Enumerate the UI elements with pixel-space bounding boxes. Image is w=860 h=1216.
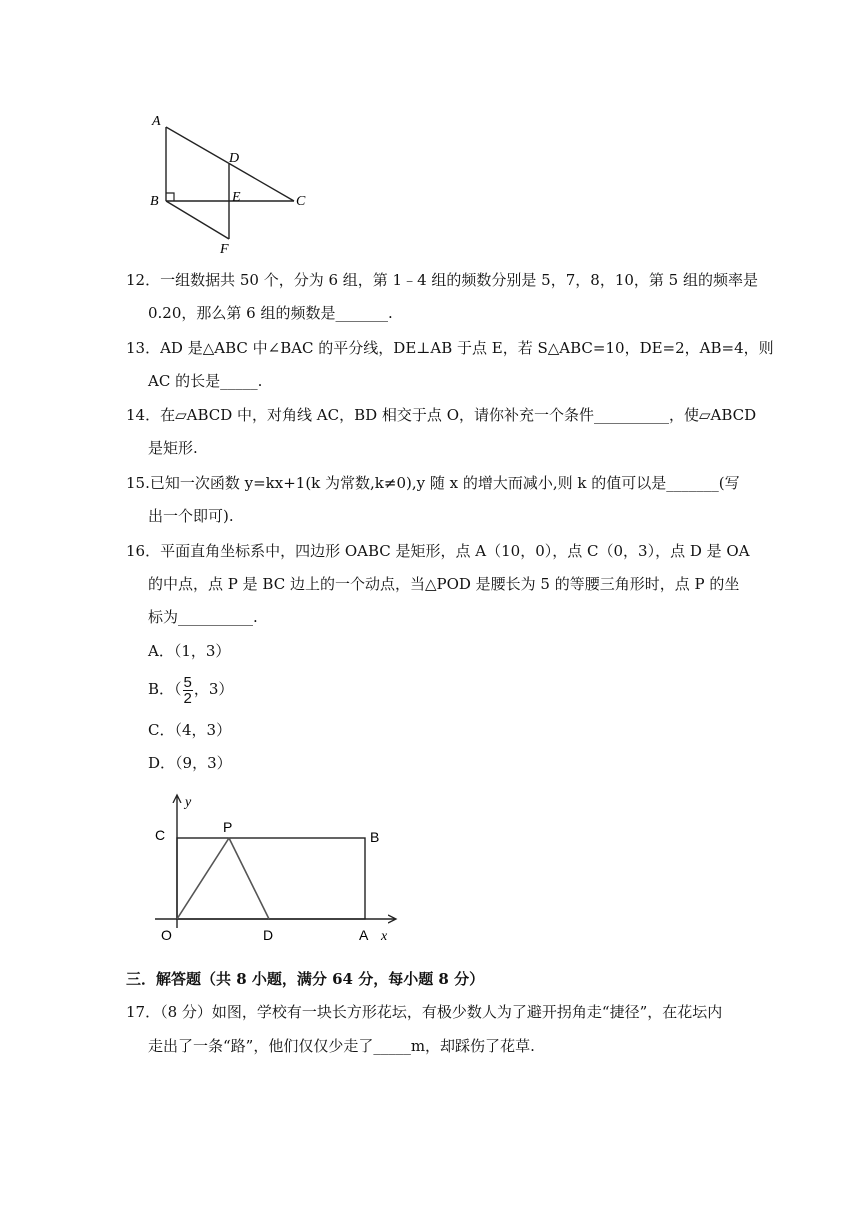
label-c: C xyxy=(296,194,306,209)
label-b: B xyxy=(370,829,380,845)
label-c: C xyxy=(155,827,166,843)
axis-label-y: y xyxy=(185,795,192,810)
segment-bf xyxy=(166,201,229,239)
q17-line2: 走出了一条“路”，他们仅仅少走了_____m，却踩伤了花草. xyxy=(148,1037,535,1055)
q14-line1: 14．在▱ABCD 中，对角线 AC，BD 相交于点 O，请你补充一个条件__________，使▱ABCD xyxy=(126,406,757,424)
q16-line3: 标为__________. xyxy=(148,608,258,626)
section-heading: 三．解答题（共 8 小题，满分 64 分，每小题 8 分） xyxy=(126,970,485,988)
figure-triangle xyxy=(140,105,320,255)
q13-line1: 13．AD 是△ABC 中∠BAC 的平分线，DE⊥AB 于点 E，若 S△ABC=10，DE=2，AB=4，则 xyxy=(126,339,774,357)
q16-option-d: D．（9，3） xyxy=(148,754,232,772)
q17-line1: 17．（8 分）如图，学校有一块长方形花坛，有极少数人为了避开拐角走“捷径”，在花坛内 xyxy=(126,1003,723,1021)
q15-line1: 15.已知一次函数 y=kx+1(k 为常数,k≠0),y 随 x 的增大而减小,则 k 的值可以是_______(写 xyxy=(126,474,740,492)
label-b: B xyxy=(150,194,159,209)
segment-pd xyxy=(229,838,269,919)
label-o: O xyxy=(161,927,172,943)
q13-line2: AC 的长是_____. xyxy=(148,372,263,390)
axis-label-x: x xyxy=(381,929,388,944)
segment-op xyxy=(177,838,229,919)
q14-line2: 是矩形. xyxy=(148,439,198,457)
label-a: A xyxy=(359,927,369,943)
right-angle-mark xyxy=(166,193,174,201)
figure-coordinate-rectangle xyxy=(145,788,405,948)
option-b-suffix: ，3） xyxy=(193,680,234,698)
option-b-prefix: B．（ xyxy=(148,680,182,698)
label-d: D xyxy=(229,151,240,166)
q16-option-a: A．（1，3） xyxy=(148,642,231,660)
label-d: D xyxy=(263,927,274,943)
q12-line2: 0.20，那么第 6 组的频数是_______. xyxy=(148,304,393,322)
fraction-numerator: 5 xyxy=(183,673,192,691)
label-f: F xyxy=(220,242,229,255)
label-e: E xyxy=(232,190,241,205)
q16-option-b xyxy=(148,673,233,706)
q16-line2: 的中点，点 P 是 BC 边上的一个动点，当△POD 是腰长为 5 的等腰三角形时，点 P 的坐 xyxy=(148,575,740,593)
label-p: P xyxy=(223,819,233,835)
fraction-denominator: 2 xyxy=(183,689,192,707)
q15-line2: 出一个即可). xyxy=(148,507,234,525)
q16-line1: 16．平面直角坐标系中，四边形 OABC 是矩形，点 A（10，0），点 C（0，3），点 D 是 OA xyxy=(126,542,750,560)
label-a: A xyxy=(152,114,161,129)
fraction-five-halves xyxy=(183,675,193,706)
q16-option-c: C．（4，3） xyxy=(148,721,232,739)
rectangle-oabc xyxy=(177,838,365,919)
q12-line1: 12．一组数据共 50 个，分为 6 组，第 1﹣4 组的频数分别是 5，7，8，10，第 5 组的频率是 xyxy=(126,271,758,289)
